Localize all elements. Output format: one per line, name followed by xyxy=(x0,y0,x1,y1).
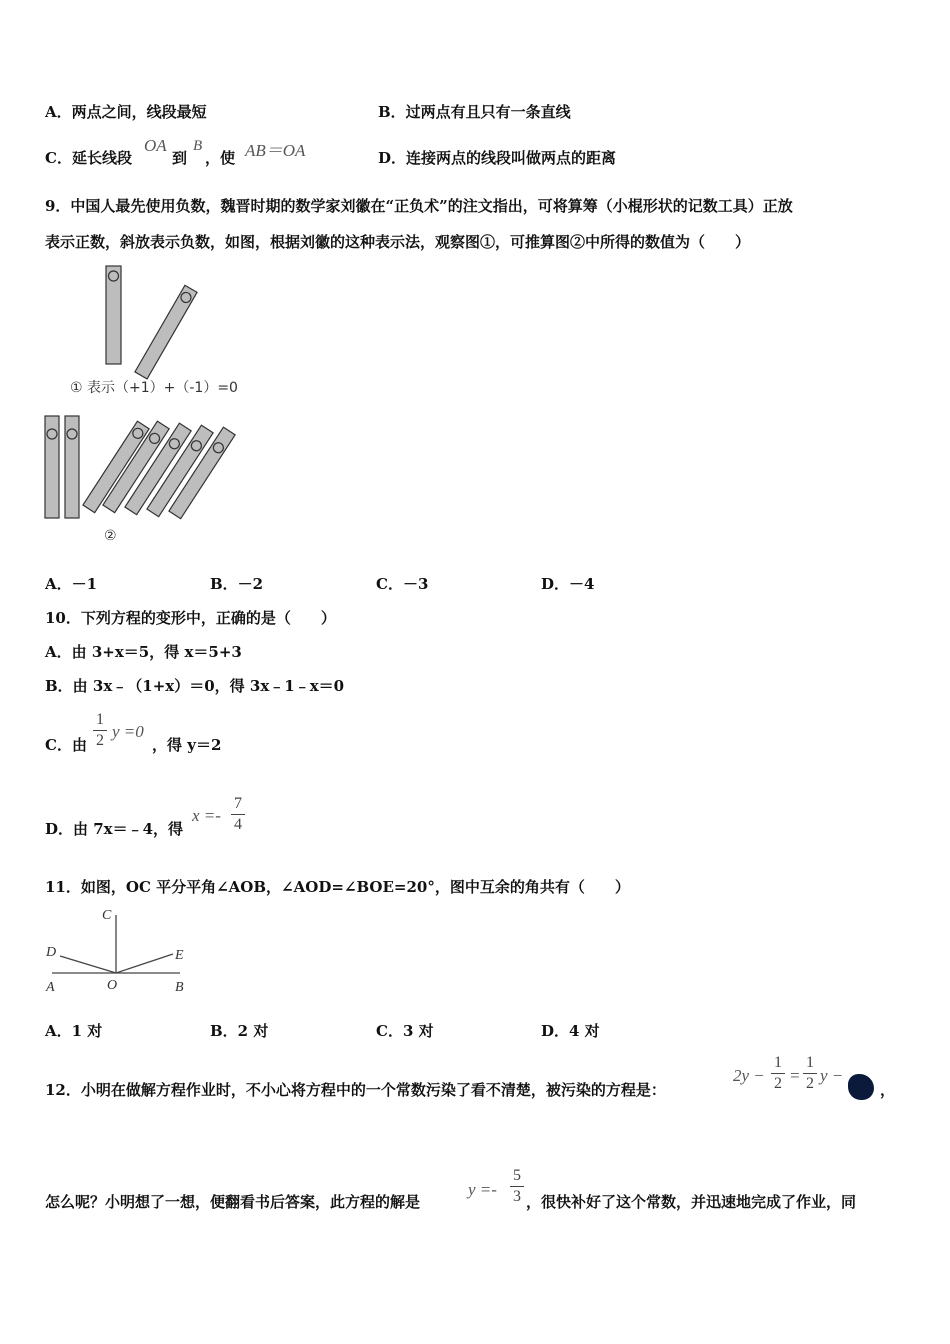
q12-eq-equals: = xyxy=(789,1066,801,1085)
q10-option-c-expr: y =0 xyxy=(112,722,144,741)
fraction-numerator: 7 xyxy=(234,795,242,812)
q10-stem: 10．下列方程的变形中，正确的是（ ） xyxy=(45,609,336,627)
q12-solution-lhs: y =- xyxy=(468,1180,497,1199)
q10-option-d-fraction xyxy=(231,795,245,834)
ray-od xyxy=(60,956,116,973)
q10-option-d-prefix: D．由 7x＝﹣4，得 xyxy=(45,820,184,838)
q9-option-b: B．－2 xyxy=(210,575,264,593)
q8-option-a: A．两点之间，线段最短 xyxy=(45,103,207,121)
fraction-numerator: 1 xyxy=(96,711,104,728)
fig1-caption: ① 表示（+1）+（-1）=0 xyxy=(70,380,238,396)
q9-stem-line1: 9．中国人最先使用负数，魏晋时期的数学家刘徽在“正负术”的注文指出，可将算筹（小棍形状的记数工具）正放 xyxy=(45,197,793,215)
q10-option-a: A．由 3+x＝5，得 x＝5+3 xyxy=(45,643,242,661)
fraction-numerator: 1 xyxy=(806,1054,814,1071)
q11-angle-figure xyxy=(40,903,200,998)
q12-eq-fraction2 xyxy=(803,1054,817,1093)
q8-option-c-mid: 到 xyxy=(172,149,188,167)
ray-oe xyxy=(116,954,173,973)
label-b: B xyxy=(175,980,184,995)
ink-stain-blot xyxy=(848,1074,874,1100)
q9-counting-rods-figure xyxy=(40,258,280,548)
q8-option-c-oa: OA xyxy=(144,136,167,155)
fig2-upright-rod xyxy=(65,416,79,518)
label-o: O xyxy=(107,978,118,993)
q9-option-a: A．－1 xyxy=(45,575,98,593)
q12-eq-y: y − xyxy=(820,1066,844,1085)
q10-option-d-lhs: x =- xyxy=(192,806,221,825)
q8-option-c-b: B xyxy=(193,138,203,154)
q12-line2-prefix: 怎么呢？小明想了一想，便翻看书后答案，此方程的解是 xyxy=(45,1193,421,1211)
q10-option-c-prefix: C．由 xyxy=(45,736,87,754)
fig1-upright-rod xyxy=(106,266,121,364)
q12-line1-end: ， xyxy=(880,1081,896,1099)
q11-option-d: D．4 对 xyxy=(541,1022,600,1040)
fraction-numerator: 5 xyxy=(513,1167,521,1184)
q11-option-b: B．2 对 xyxy=(210,1022,269,1040)
q11-option-a: A．1 对 xyxy=(45,1022,103,1040)
label-e: E xyxy=(175,948,184,963)
q12-eq-fraction1 xyxy=(771,1054,785,1093)
fig2-upright-rod xyxy=(45,416,59,518)
q8-option-b: B．过两点有且只有一条直线 xyxy=(378,103,571,121)
label-c: C xyxy=(102,908,112,923)
fraction-denominator: 2 xyxy=(806,1075,814,1092)
fraction-denominator: 2 xyxy=(96,732,104,749)
q9-stem-line2: 表示正数，斜放表示负数，如图，根据刘徽的这种表示法，观察图①，可推算图②中所得的数值为（ ） xyxy=(45,233,751,251)
q10-option-c-fraction xyxy=(93,711,107,750)
q12-line1: 12．小明在做解方程作业时，不小心将方程中的一个常数污染了看不清楚，被污染的方程是： xyxy=(45,1081,666,1099)
fraction-denominator: 3 xyxy=(513,1188,521,1205)
q12-line2-post: ，很快补好了这个常数，并迅速地完成了作业，同 xyxy=(526,1193,857,1211)
q12-solution-fraction xyxy=(510,1167,524,1206)
fig2-caption: ② xyxy=(104,528,117,544)
fraction-denominator: 2 xyxy=(774,1075,782,1092)
label-d: D xyxy=(46,945,57,960)
fraction-numerator: 1 xyxy=(774,1054,782,1071)
q9-option-d: D．－4 xyxy=(541,575,595,593)
q8-option-c-post: ，使 xyxy=(205,149,236,167)
q12-eq-2y: 2y − xyxy=(733,1066,765,1085)
fig1-slanted-rod xyxy=(135,285,197,379)
q11-stem: 11．如图，OC 平分平角∠AOB，∠AOD=∠BOE=20°，图中互余的角共有（ ） xyxy=(45,878,630,896)
q8-option-c-eq: AB＝OA xyxy=(245,141,306,160)
q10-option-b: B．由 3x﹣（1+x）＝0，得 3x﹣1﹣x＝0 xyxy=(45,677,345,695)
label-a: A xyxy=(46,980,55,995)
q11-option-c: C．3 对 xyxy=(376,1022,434,1040)
q8-option-c-prefix: C．延长线段 xyxy=(45,149,132,167)
q9-option-c: C．－3 xyxy=(376,575,429,593)
q8-option-d: D．连接两点的线段叫做两点的距离 xyxy=(378,149,617,167)
fraction-denominator: 4 xyxy=(234,816,242,833)
q10-option-c-post: ，得 y＝2 xyxy=(152,736,222,754)
